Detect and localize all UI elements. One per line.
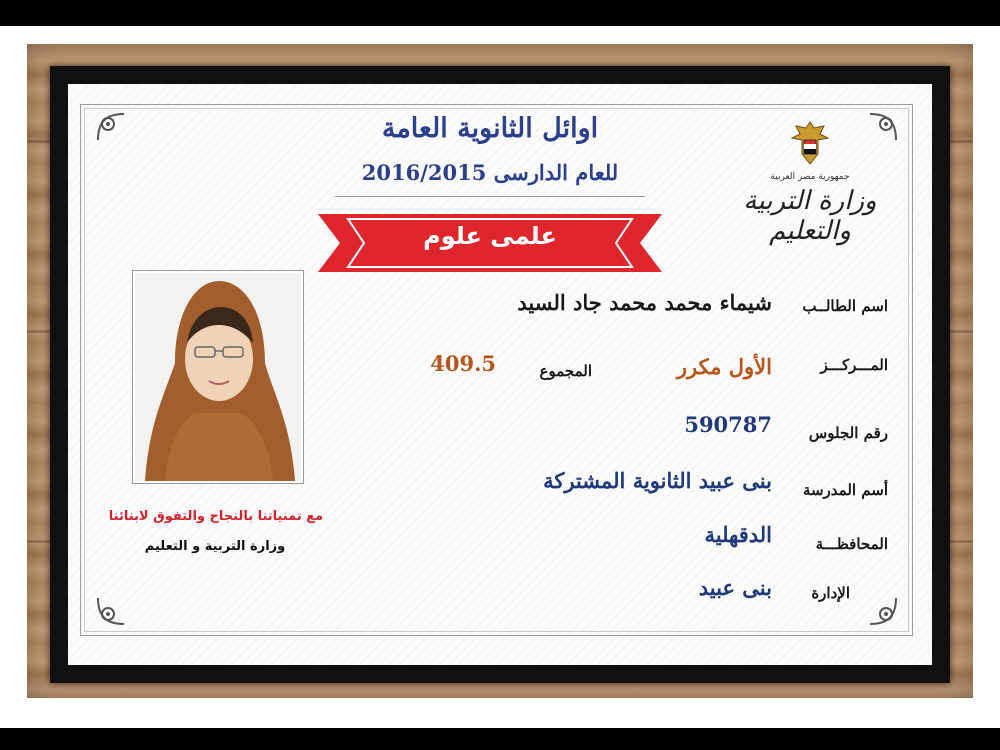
eagle-emblem-icon xyxy=(790,120,830,168)
corner-ornament-icon xyxy=(94,592,130,628)
seat-number-label: رقم الجلوس xyxy=(808,424,888,442)
academic-year: للعام الدارسى 2016/2015 xyxy=(361,160,619,185)
certificate-title: اوائل الثانوية العامة xyxy=(381,113,599,144)
logo-ministry-text: وزارة التربية والتعليم xyxy=(743,186,877,246)
header-divider xyxy=(335,196,645,197)
name-label: اسم الطالــب xyxy=(802,297,888,315)
bottom-black-bar xyxy=(0,728,1000,750)
rank-value: الأول مكرر xyxy=(676,354,772,379)
top-black-bar xyxy=(0,0,1000,26)
total-label: المجموع xyxy=(539,362,592,380)
ministry-logo xyxy=(740,120,880,246)
seat-number-value: 590787 xyxy=(684,412,772,437)
corner-ornament-icon xyxy=(94,110,130,146)
logo-country-text: جمهورية مصر العربية xyxy=(770,172,850,182)
administration-value: بنى عبيد xyxy=(698,575,772,600)
governorate-value: الدقهلية xyxy=(704,522,772,547)
school-label: أسم المدرسة xyxy=(802,481,888,499)
student-portrait xyxy=(135,273,301,481)
student-photo xyxy=(132,270,304,484)
corner-ornament-icon xyxy=(864,592,900,628)
administration-label: الإدارة xyxy=(811,584,850,602)
rank-label: المـــركـــز xyxy=(820,356,888,374)
total-value: 409.5 xyxy=(430,351,496,376)
wish-text: مع تمنياتنا بالنجاح والتفوق لابنائنا xyxy=(108,509,324,524)
footer-ministry-text: وزارة التربية و التعليم xyxy=(144,539,286,554)
section-label: علمى علوم xyxy=(423,222,557,250)
governorate-label: المحافظـــة xyxy=(815,535,888,553)
school-value: بنى عبيد الثانوية المشتركة xyxy=(543,468,772,493)
name-value: شيماء محمد محمد جاد السيد xyxy=(517,290,772,315)
